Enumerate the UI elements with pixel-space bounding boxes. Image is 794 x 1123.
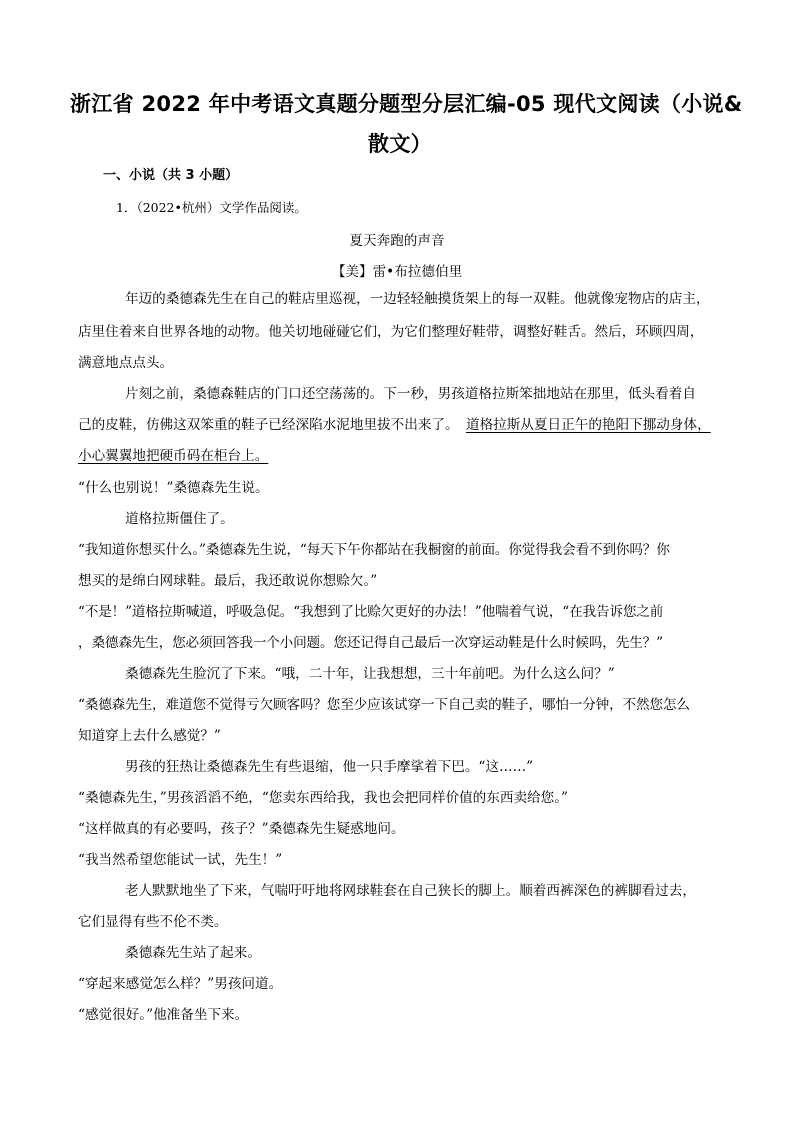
dialogue-line: “我知道你想买什么。”桑德森先生说，“每天下午你都站在我橱窗的前面。你觉得我会看不到你吗？你 xyxy=(78,542,670,558)
dialogue-line: “什么也别说！”桑德森先生说。 xyxy=(78,480,269,496)
paragraph-line: 满意地点点头。 xyxy=(78,355,174,371)
dialogue-line: “桑德森先生，难道您不觉得亏欠顾客吗？您至少应该试穿一下自己卖的鞋子，哪怕一分钟，不然您怎么 xyxy=(78,697,690,713)
dialogue-line: “穿起来感觉怎么样？”男孩问道。 xyxy=(78,976,283,992)
question-label: 1．（2022•杭州）文学作品阅读。 xyxy=(116,200,307,215)
paragraph-line: 己的皮鞋，仿佛这双笨重的鞋子已经深陷水泥地里拔不出来了。 xyxy=(78,417,459,433)
document-title-line-2: 散文） xyxy=(368,132,432,156)
paragraph-line: 店里住着来自世界各地的动物。他关切地碰碰它们，为它们整理好鞋带，调整好鞋舌。然后，环顾四周， xyxy=(78,324,704,340)
paragraph-line: 年迈的桑德森先生在自己的鞋店里巡视，一边轻轻触摸货架上的每一双鞋。他就像宠物店的店主， xyxy=(125,291,710,307)
paragraph-line: 老人默默地坐了下来，气喘吁吁地将网球鞋套在自己狭长的脚上。顺着西裤深色的裤脚看过去， xyxy=(125,883,696,899)
dialogue-line: “桑德森先生，”男孩滔滔不绝，“您卖东西给我，我也会把同样价值的东西卖给您。” xyxy=(78,790,568,806)
dialogue-line: 想买的是绵白网球鞋。最后，我还敢说你想赊欠。” xyxy=(78,573,378,589)
paragraph-line: 道格拉斯僵住了。 xyxy=(125,511,234,527)
document-title-line-1: 浙江省 2022 年中考语文真题分题型分层汇编-05 现代文阅读（小说& xyxy=(70,92,743,116)
story-title: 夏天奔跑的声音 xyxy=(349,233,445,249)
underlined-sentence-part-2: 小心翼翼地把硬币码在柜台上。 xyxy=(78,448,269,464)
dialogue-line: ，桑德森先生，您必须回答我一个小问题。您还记得自己最后一次穿运动鞋是什么时候吗，先生？” xyxy=(78,635,663,651)
story-author: 【美】雷•布拉德伯里 xyxy=(331,264,463,280)
paragraph-line: 它们显得有些不伦不类。 xyxy=(78,914,228,930)
paragraph-line: 片刻之前，桑德森鞋店的门口还空荡荡的。下一秒，男孩道格拉斯笨拙地站在那里，低头看着自 xyxy=(125,386,696,402)
paragraph-line: 桑德森先生脸沉了下来。“哦，二十年，让我想想，三十年前吧。为什么这么问？” xyxy=(125,666,615,682)
paragraph-line: 男孩的狂热让桑德森先生有些退缩，他一只手摩挲着下巴。“这……” xyxy=(125,759,534,775)
dialogue-line: “这样做真的有必要吗，孩子？”桑德森先生疑惑地问。 xyxy=(78,821,405,837)
dialogue-line: 知道穿上去什么感觉？” xyxy=(78,728,221,744)
section-heading: 一、小说（共 3 小题） xyxy=(103,168,239,183)
dialogue-line: “我当然希望您能试一试，先生！” xyxy=(78,852,283,868)
dialogue-line: “感觉很好。”他准备坐下来。 xyxy=(78,1007,249,1023)
underlined-sentence-part-1: 道格拉斯从夏日正午的艳阳下挪动身体， xyxy=(466,417,711,433)
dialogue-line: “不是！”道格拉斯喊道，呼吸急促。“我想到了比赊欠更好的办法！”他喘着气说，“在我告诉您之前 xyxy=(78,604,664,620)
paragraph-line: 桑德森先生站了起来。 xyxy=(125,945,261,961)
